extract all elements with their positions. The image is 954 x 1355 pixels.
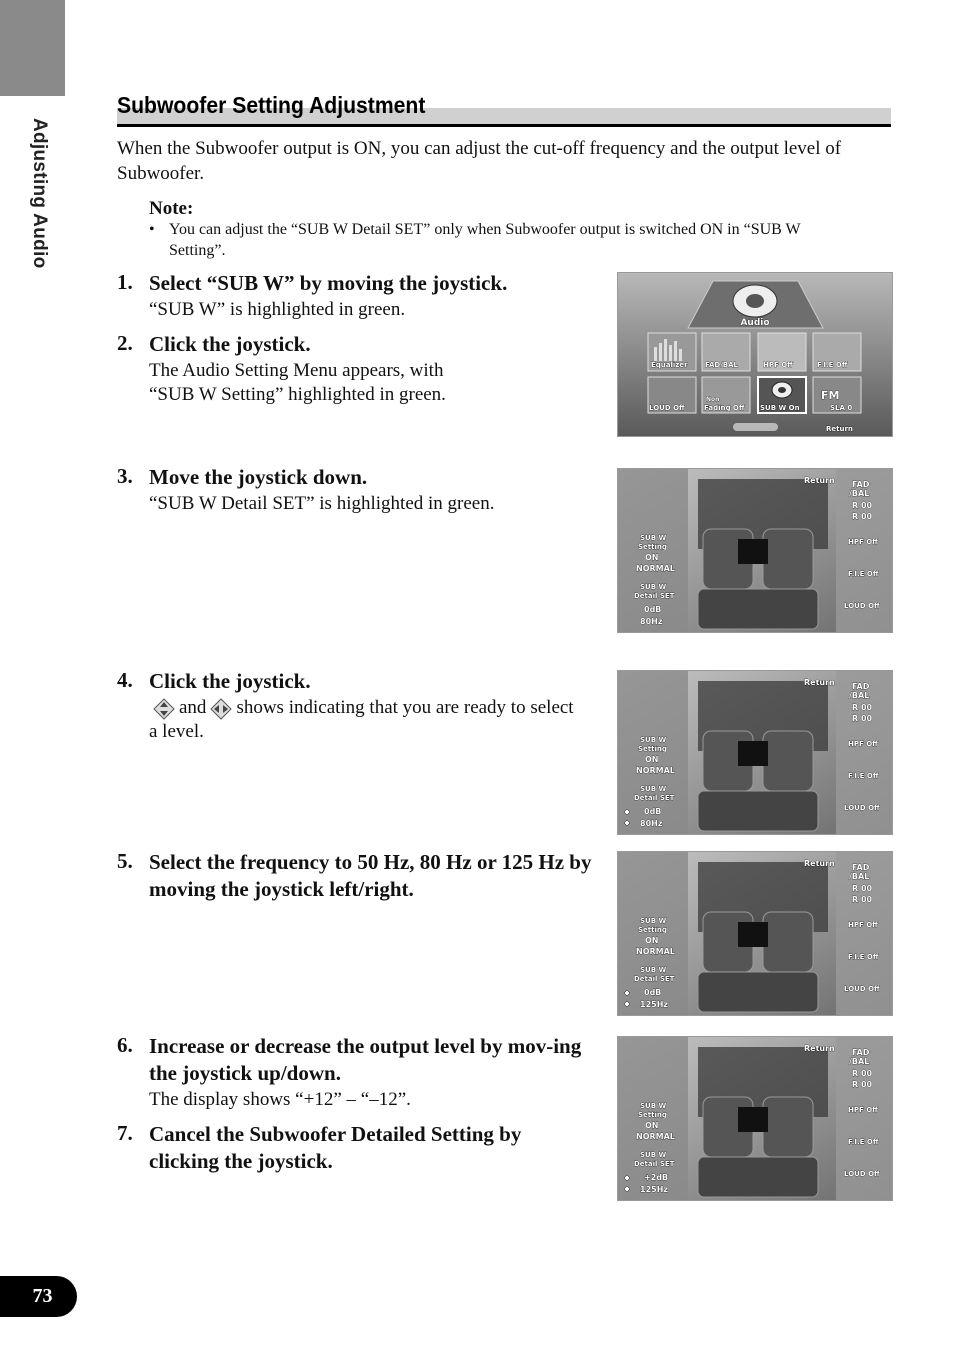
normal-label: NORMAL [636, 1132, 675, 1141]
step-title: Click the joystick. [149, 332, 311, 356]
tile-fm: FM [821, 389, 840, 402]
step-number: 5. [117, 849, 133, 873]
detail-set-label: Detail SET [634, 975, 675, 983]
bal-value: R 00 [852, 1080, 873, 1089]
bal-label: /BAL [849, 872, 870, 881]
bal-label: /BAL [849, 691, 870, 700]
sub-w-detail-label: SUB W [640, 966, 667, 974]
fad-value: R 00 [852, 703, 873, 712]
detail-set-label: Detail SET [634, 1160, 675, 1168]
step-number: 2. [117, 331, 133, 355]
on-label: ON [645, 755, 659, 764]
step-desc: The Audio Setting Menu appears, with “SUB W Setting” highlighted in green. [149, 360, 446, 405]
step-desc [117, 696, 577, 744]
hpf-label: HPF Off [848, 740, 878, 748]
section-header [117, 92, 891, 128]
freq-value: 80Hz [640, 617, 663, 626]
section-header-rule [117, 124, 891, 127]
tile-loud: LOUD Off [649, 404, 685, 412]
step-desc: The display shows “+12” – “–12”. [149, 1089, 411, 1110]
step-3 [117, 464, 607, 516]
setting-label: Setting [638, 1111, 667, 1119]
on-label: ON [645, 553, 659, 562]
bal-label: /BAL [849, 489, 870, 498]
step-7 [117, 1121, 577, 1175]
tile-non: Non [706, 396, 720, 403]
setting-label: Setting [638, 745, 667, 753]
step-4 [117, 668, 577, 744]
bal-value: R 00 [852, 714, 873, 723]
fad-label: FAD [852, 480, 870, 489]
subwoofer-screen-4 [617, 1036, 893, 1201]
tile-hpf: HPF Off [763, 361, 793, 369]
note-title: Note: [149, 198, 194, 219]
side-tab-label: Adjusting Audio [29, 118, 50, 269]
step-6 [117, 1033, 597, 1112]
subwoofer-screen-1 [617, 468, 893, 633]
left-right-arrow-icon [210, 698, 232, 720]
up-down-arrow-icon [153, 698, 175, 720]
bal-label: /BAL [849, 1057, 870, 1066]
fad-value: R 00 [852, 1069, 873, 1078]
level-value: 0dB [644, 605, 662, 614]
step-title: Cancel the Subwoofer Detailed Setting by clicking the joystick. [149, 1122, 522, 1173]
return-label: Return [804, 476, 835, 485]
step-desc: “SUB W” is highlighted in green. [149, 299, 406, 320]
sub-w-label: SUB W [640, 1102, 667, 1110]
normal-label: NORMAL [636, 564, 675, 573]
page-number: 73 [0, 1276, 77, 1317]
freq-value: 80Hz [640, 819, 663, 828]
step-desc: “SUB W Detail SET” is highlighted in green. [149, 493, 495, 514]
step-title: Click the joystick. [149, 669, 311, 693]
step-title: Increase or decrease the output level by mov-ing the joystick up/down. [149, 1034, 582, 1085]
step-4-and: and [179, 697, 207, 718]
audio-menu-screenshot [617, 272, 893, 437]
normal-label: NORMAL [636, 766, 675, 775]
bal-value: R 00 [852, 512, 873, 521]
sub-w-detail-label: SUB W [640, 1151, 667, 1159]
tile-equalizer: Equalizer [651, 361, 688, 369]
freq-value: 125Hz [640, 1185, 669, 1194]
fad-label: FAD [852, 863, 870, 872]
step-number: 3. [117, 464, 133, 488]
sub-w-detail-label: SUB W [640, 785, 667, 793]
sub-w-label: SUB W [640, 534, 667, 542]
step-1 [117, 270, 607, 322]
step-4-rest: shows indicating that you are ready to select a level. [149, 697, 574, 742]
subwoofer-screen-3 [617, 851, 893, 1016]
sub-w-label: SUB W [640, 917, 667, 925]
tile-fie: F.I.E Off [817, 361, 848, 369]
fad-value: R 00 [852, 884, 873, 893]
fie-label: F.I.E Off [848, 953, 879, 961]
fie-label: F.I.E Off [848, 1138, 879, 1146]
level-value: 0dB [644, 988, 662, 997]
step-title: Move the joystick down. [149, 465, 368, 489]
on-label: ON [645, 1121, 659, 1130]
return-label: Return [804, 1044, 835, 1053]
hpf-label: HPF Off [848, 921, 878, 929]
setting-label: Setting [638, 543, 667, 551]
step-title: Select the frequency to 50 Hz, 80 Hz or 125 Hz by moving the joystick left/right. [149, 850, 592, 901]
loud-label: LOUD Off [844, 602, 880, 610]
freq-value: 125Hz [640, 1000, 669, 1009]
step-number: 4. [117, 668, 133, 692]
level-value: 0dB [644, 807, 662, 816]
loud-label: LOUD Off [844, 985, 880, 993]
return-label: Return [826, 425, 853, 433]
tile-sla: SLA 0 [830, 404, 853, 412]
bal-value: R 00 [852, 895, 873, 904]
return-label: Return [804, 859, 835, 868]
step-5 [117, 849, 607, 903]
fie-label: F.I.E Off [848, 772, 879, 780]
intro-paragraph: When the Subwoofer output is ON, you can adjust the cut-off frequency and the output level of Subwoofer. [117, 138, 842, 184]
step-2 [117, 331, 477, 407]
level-value: +2dB [644, 1173, 669, 1182]
fie-label: F.I.E Off [848, 570, 879, 578]
step-number: 1. [117, 270, 133, 294]
audio-menu-header: Audio [740, 318, 770, 328]
note-bullet: • [149, 221, 155, 238]
step-number: 7. [117, 1121, 133, 1145]
fad-label: FAD [852, 682, 870, 691]
step-title: Select “SUB W” by moving the joystick. [149, 271, 508, 295]
note-item [149, 219, 839, 261]
note-text: You can adjust the “SUB W Detail SET” only when Subwoofer output is switched ON in “SUB W Setting”. [169, 221, 801, 259]
hpf-label: HPF Off [848, 1106, 878, 1114]
fad-label: FAD [852, 1048, 870, 1057]
loud-label: LOUD Off [844, 804, 880, 812]
fad-value: R 00 [852, 501, 873, 510]
step-number: 6. [117, 1033, 133, 1057]
setting-label: Setting [638, 926, 667, 934]
loud-label: LOUD Off [844, 1170, 880, 1178]
subwoofer-screen-2 [617, 670, 893, 835]
tile-sub-w: SUB W On [760, 404, 800, 412]
detail-set-label: Detail SET [634, 592, 675, 600]
hpf-label: HPF Off [848, 538, 878, 546]
tile-fad-bal: FAD/BAL [705, 361, 738, 369]
return-label: Return [804, 678, 835, 687]
detail-set-label: Detail SET [634, 794, 675, 802]
sub-w-label: SUB W [640, 736, 667, 744]
side-tab-block [0, 0, 65, 96]
on-label: ON [645, 936, 659, 945]
normal-label: NORMAL [636, 947, 675, 956]
sub-w-detail-label: SUB W [640, 583, 667, 591]
tile-fading: Fading Off [704, 404, 745, 412]
section-title: Subwoofer Setting Adjustment [117, 92, 426, 118]
